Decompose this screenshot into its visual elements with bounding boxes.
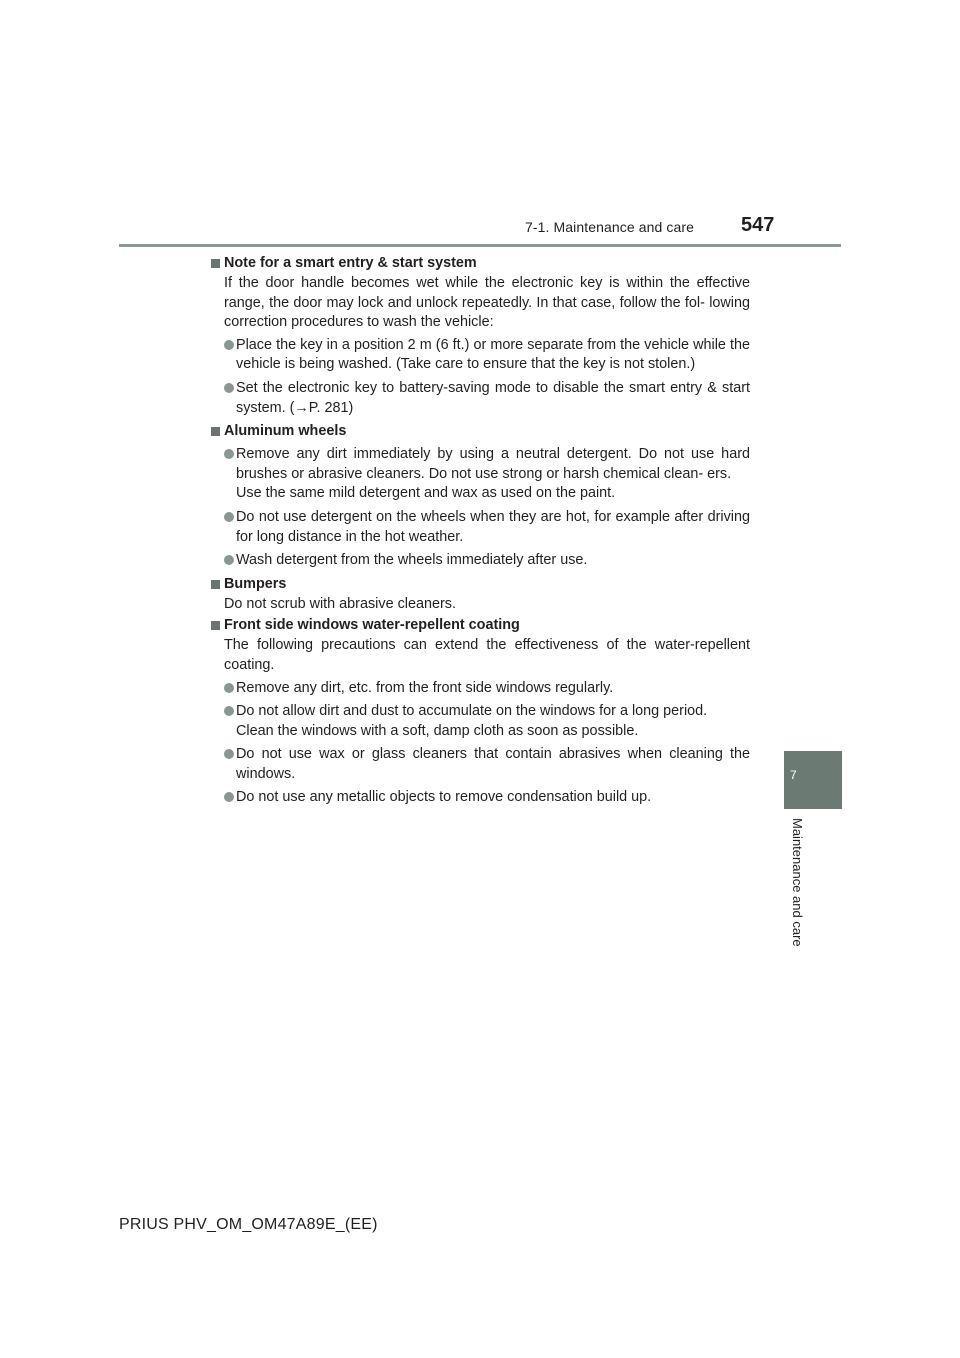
- circle-bullet-icon: [224, 383, 234, 393]
- list-item: Do not allow dirt and dust to accumulate on the windows for a long period. Clean the windows with a soft, damp cloth as soon as possible.: [210, 702, 750, 741]
- list-item: Place the key in a position 2 m (6 ft.) or more separate from the vehicle while the vehicle is being washed. (Take care to ensure that the key is not stolen.): [210, 336, 750, 375]
- list-item: Remove any dirt immediately by using a neutral detergent. Do not use hard brushes or abrasive cleaners. Do not use strong or harsh chemical clean- ers. Use the same mild detergent and wax as used on the paint.: [210, 445, 750, 504]
- circle-bullet-icon: [224, 683, 234, 693]
- section-paragraph: Do not scrub with abrasive cleaners.: [224, 595, 456, 612]
- section-paragraph: If the door handle becomes wet while the electronic key is within the effective range, the door may lock and unlock repeatedly. In that case, follow the fol- lowing correction procedures to wash the vehicle:: [224, 275, 750, 331]
- list-item: Do not use any metallic objects to remove condensation build up.: [210, 788, 750, 808]
- list-item: Wash detergent from the wheels immediately after use.: [210, 551, 750, 571]
- section-bumpers: [210, 575, 750, 615]
- square-bullet-icon: [211, 621, 220, 630]
- chapter-number: 7: [790, 768, 797, 782]
- header-divider: [119, 244, 841, 247]
- section-water-repellent: [210, 616, 750, 808]
- section-heading: Front side windows water-repellent coating: [210, 616, 750, 636]
- list-item: Remove any dirt, etc. from the front side windows regularly.: [210, 679, 750, 699]
- list-item: Do not use wax or glass cleaners that contain abrasives when cleaning the windows.: [210, 745, 750, 784]
- list-item: Do not use detergent on the wheels when they are hot, for example after driving for long distance in the hot weather.: [210, 508, 750, 547]
- page-number: 547: [741, 214, 775, 236]
- circle-bullet-icon: [224, 555, 234, 565]
- circle-bullet-icon: [224, 340, 234, 350]
- section-heading: Aluminum wheels: [210, 422, 750, 442]
- square-bullet-icon: [211, 259, 220, 268]
- circle-bullet-icon: [224, 706, 234, 716]
- chapter-label: Maintenance and care: [790, 818, 805, 947]
- square-bullet-icon: [211, 427, 220, 436]
- document-footer: PRIUS PHV_OM_OM47A89E_(EE): [119, 1216, 378, 1233]
- section-aluminum-wheels: [210, 422, 750, 571]
- circle-bullet-icon: [224, 749, 234, 759]
- circle-bullet-icon: [224, 449, 234, 459]
- section-heading: Bumpers: [210, 575, 750, 595]
- square-bullet-icon: [211, 580, 220, 589]
- circle-bullet-icon: [224, 512, 234, 522]
- circle-bullet-icon: [224, 792, 234, 802]
- page-content: [210, 254, 750, 812]
- section-smart-entry: [210, 254, 750, 418]
- section-paragraph: The following precautions can extend the effectiveness of the water-repellent coating.: [224, 637, 750, 673]
- section-heading: Note for a smart entry & start system: [210, 254, 750, 274]
- list-item: Set the electronic key to battery-saving mode to disable the smart entry & start system. (→P. 281): [210, 379, 750, 418]
- running-header-section: 7-1. Maintenance and care: [525, 219, 695, 235]
